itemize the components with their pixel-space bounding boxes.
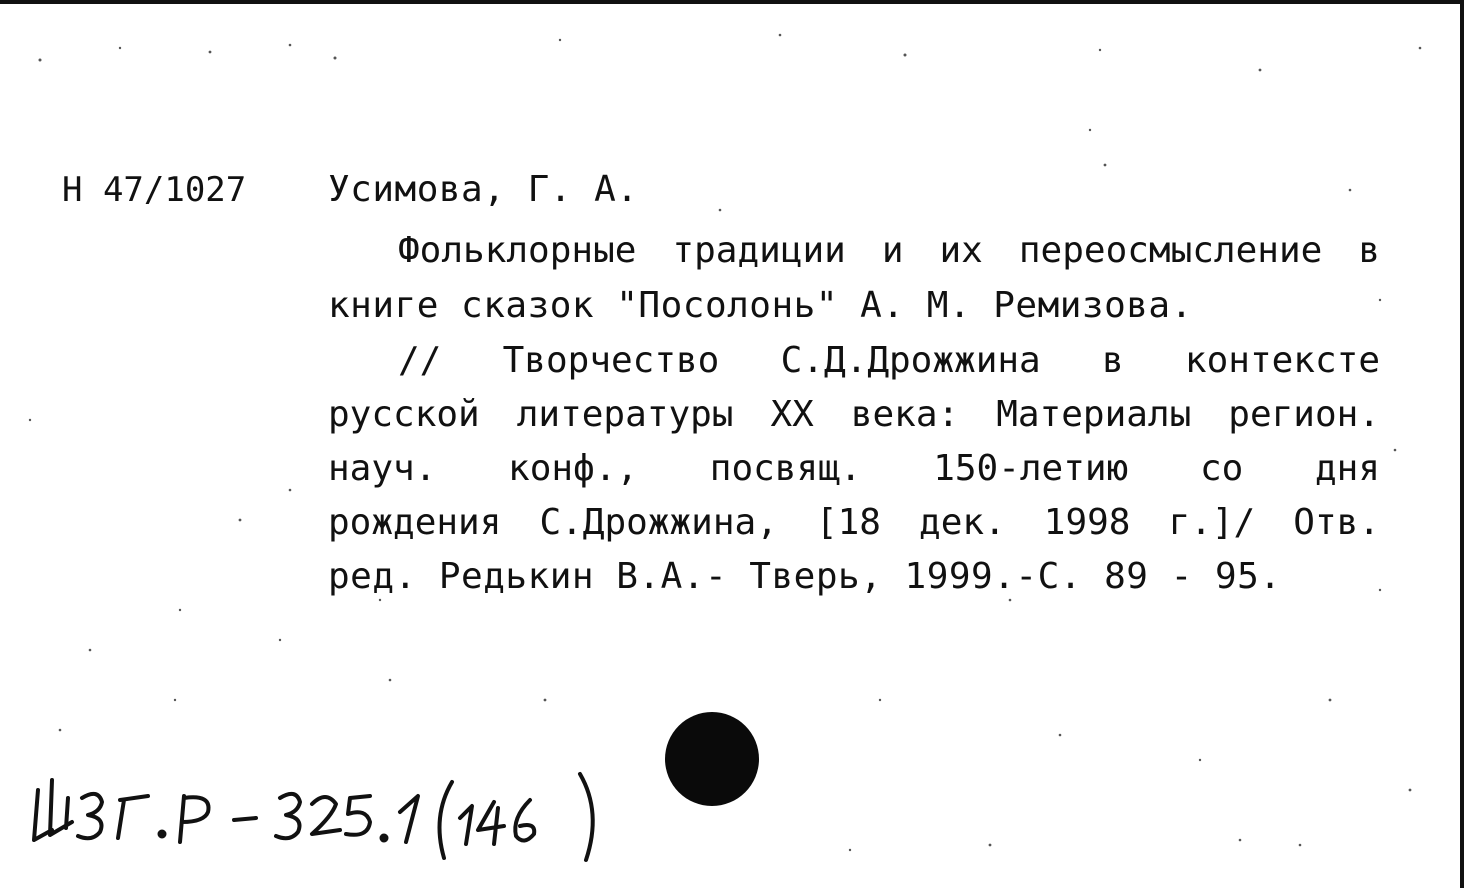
author-line: Усимова, Г. А. <box>328 169 639 210</box>
title-line-2: книге сказок "Посолонь" А. М. Ремизова. <box>328 285 1193 326</box>
source-line-4: рождения С.Дрожжина, [18 дек. 1998 г.]/ Отв. <box>328 502 1380 543</box>
source-line-5: ред. Редькин В.А.- Тверь, 1999.-С. 89 - 95. <box>328 556 1282 597</box>
shelf-mark: Н 47/1027 <box>62 170 247 210</box>
punch-hole <box>665 712 759 806</box>
handwritten-call-number <box>20 760 620 870</box>
source-line-2: русской литературы XX века: Материалы регион. <box>328 394 1380 435</box>
source-line-3: науч. конф., посвящ. 150-летию со дня <box>328 448 1380 489</box>
source-line-1: // Творчество С.Д.Дрожжина в контексте <box>398 340 1380 381</box>
title-line-1: Фольклорные традиции и их переосмысление в <box>398 230 1380 271</box>
